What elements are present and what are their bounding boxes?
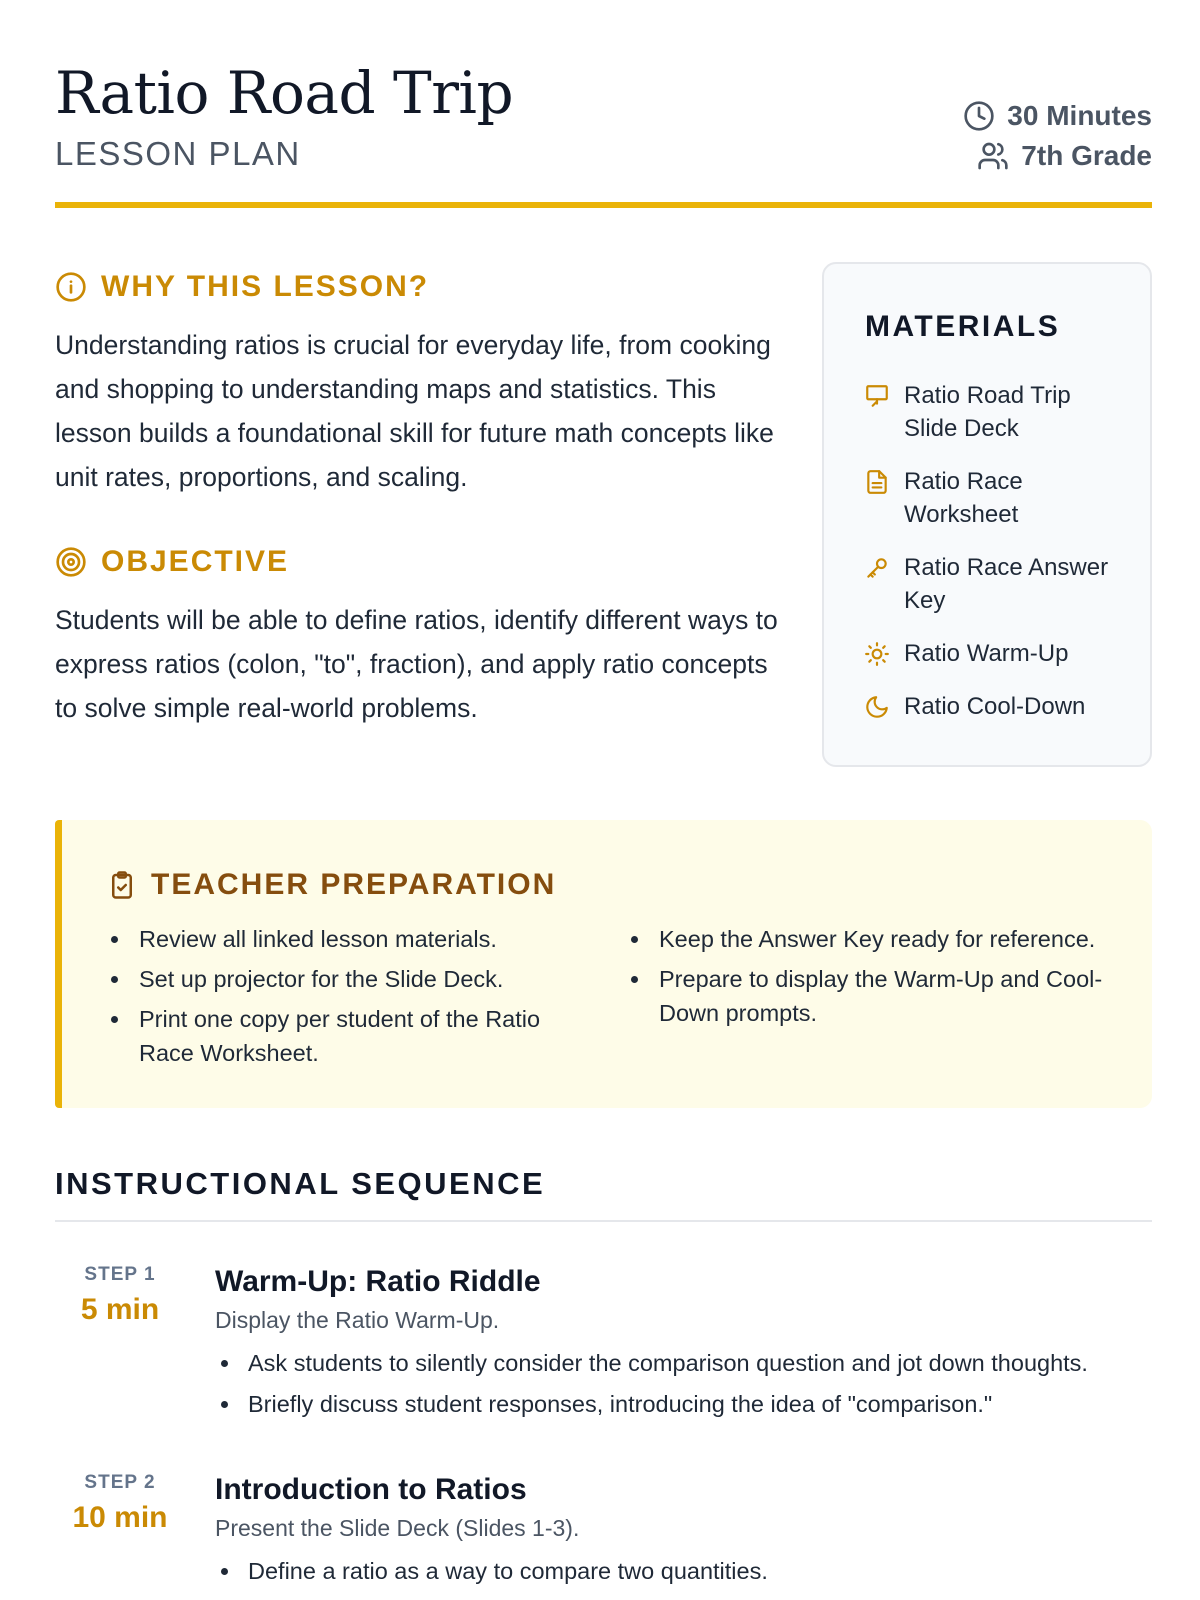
why-text: Understanding ratios is crucial for everyday life, from cooking and shopping to understanding maps and statistics. This lesson builds a foundational skill for future math concepts like unit rates, proportions, and scaling. xyxy=(55,330,774,492)
material-label: Ratio Race Answer Key xyxy=(904,554,1109,614)
prep-list-right xyxy=(627,922,1127,1036)
teacher-preparation-panel xyxy=(55,820,1152,1108)
prep-item: Print one copy per student of the Ratio Race Worksheet. xyxy=(107,1002,567,1070)
materials-panel xyxy=(822,262,1152,767)
materials-list xyxy=(864,379,1124,743)
material-label: Ratio Road Trip Slide Deck xyxy=(904,382,1071,442)
prep-item: Keep the Answer Key ready for reference. xyxy=(627,922,1127,956)
header-divider xyxy=(55,202,1152,208)
step-bullet: Define a ratio as a way to compare two quantities. xyxy=(215,1554,1152,1588)
prep-item: Prepare to display the Warm-Up and Cool-Down prompts. xyxy=(627,962,1127,1030)
header xyxy=(55,58,1152,208)
material-item-warm-up[interactable] xyxy=(864,637,1124,670)
step-bullet: Briefly discuss student responses, introducing the idea of "comparison." xyxy=(215,1387,1152,1421)
material-item-worksheet[interactable] xyxy=(864,465,1124,531)
lesson-plan-page xyxy=(55,0,1152,1600)
step-bullet: Ask students to silently consider the comparison question and jot down thoughts. xyxy=(215,1346,1152,1380)
step-description: Present the Slide Deck (Slides 1-3). xyxy=(215,1515,580,1541)
why-heading xyxy=(55,270,429,304)
sequence-heading: INSTRUCTIONAL SEQUENCE xyxy=(55,1166,546,1201)
prep-item: Review all linked lesson materials. xyxy=(107,922,567,956)
duration-row xyxy=(963,96,1152,136)
step-title: Warm-Up: Ratio Riddle xyxy=(215,1265,541,1298)
material-label: Ratio Race Worksheet xyxy=(904,468,1023,528)
why-heading-label: WHY THIS LESSON? xyxy=(101,270,430,303)
prep-list-left xyxy=(107,922,567,1076)
step-description: Display the Ratio Warm-Up. xyxy=(215,1307,500,1333)
step-duration: 5 min xyxy=(80,1293,160,1326)
clipboard-check-icon xyxy=(107,869,137,901)
prep-heading xyxy=(107,868,556,902)
users-icon xyxy=(977,140,1009,172)
objective-heading xyxy=(55,545,289,579)
step-title: Introduction to Ratios xyxy=(215,1473,527,1506)
step-body xyxy=(215,1262,1152,1428)
duration-text: 30 Minutes xyxy=(1007,100,1152,131)
page-title: Ratio Road Trip xyxy=(55,59,514,127)
step-meta xyxy=(55,1470,185,1540)
material-label: Ratio Warm-Up xyxy=(904,640,1069,667)
lesson-meta xyxy=(963,96,1152,176)
step-bullets xyxy=(215,1554,1152,1588)
prep-item: Set up projector for the Slide Deck. xyxy=(107,962,567,996)
material-item-answer-key[interactable] xyxy=(864,551,1124,617)
objective-heading-label: OBJECTIVE xyxy=(101,545,290,578)
materials-heading: MATERIALS xyxy=(865,310,1061,343)
moon-icon xyxy=(864,694,890,720)
material-item-cool-down[interactable] xyxy=(864,690,1124,723)
grade-row xyxy=(963,136,1152,176)
step-duration: 10 min xyxy=(72,1501,168,1534)
step-bullets xyxy=(215,1346,1152,1421)
page-subtitle: LESSON PLAN xyxy=(55,135,301,172)
grade-text: 7th Grade xyxy=(1021,140,1152,171)
step-number: STEP 1 xyxy=(84,1264,156,1285)
sequence-divider xyxy=(55,1220,1152,1222)
key-icon xyxy=(864,555,890,581)
prep-heading-label: TEACHER PREPARATION xyxy=(151,868,557,901)
info-icon xyxy=(55,271,87,303)
presentation-icon xyxy=(864,383,890,409)
sun-icon xyxy=(864,641,890,667)
target-icon xyxy=(55,546,87,578)
clock-icon xyxy=(963,100,995,132)
material-label: Ratio Cool-Down xyxy=(904,693,1086,720)
objective-text: Students will be able to define ratios, identify different ways to express ratios (colon, "to", fraction), and apply ratio concepts to solve simple real-world problems. xyxy=(55,605,778,723)
step-body xyxy=(215,1470,1152,1595)
step-number: STEP 2 xyxy=(84,1472,156,1493)
document-icon xyxy=(864,469,890,495)
material-item-slide-deck[interactable] xyxy=(864,379,1124,445)
step-meta xyxy=(55,1262,185,1332)
